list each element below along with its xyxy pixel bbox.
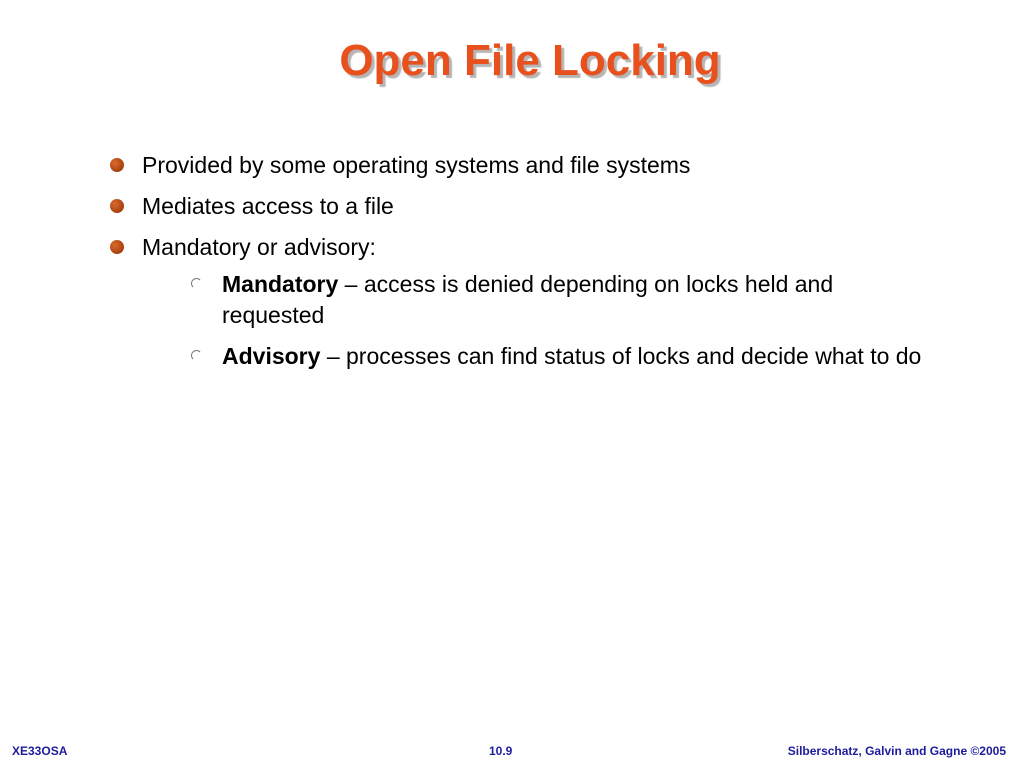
bullet-dot-icon [110,158,124,172]
bullet-text: Mediates access to a file [142,193,394,219]
sub-bullet-term: Advisory [222,343,321,369]
bullet-item [106,232,936,372]
footer-course-code: XE33OSA [12,744,68,758]
footer-page-number: 10.9 [489,744,513,758]
sub-bullet-ring-icon [191,350,202,361]
sub-bullet-list [142,269,936,372]
bullet-item [106,150,936,181]
bullet-text: Provided by some operating systems and file systems [142,152,691,178]
bullet-dot-icon [110,199,124,213]
slide-body [106,150,936,382]
sub-bullet-text: – processes can find status of locks and decide what to do [320,343,922,369]
sub-bullet-item [186,269,936,331]
bullet-dot-icon [110,240,124,254]
footer-copyright: Silberschatz, Galvin and Gagne ©2005 [787,744,1006,758]
bullet-text: Mandatory or advisory: [142,234,376,260]
slide-title: Open File Locking [339,36,721,85]
sub-bullet-text: – access is denied depending on locks held and requested [222,271,834,328]
sub-bullet-ring-icon [191,278,202,289]
sub-bullet-item [186,341,936,372]
bullet-item [106,191,936,222]
sub-bullet-term: Mandatory [222,271,339,297]
